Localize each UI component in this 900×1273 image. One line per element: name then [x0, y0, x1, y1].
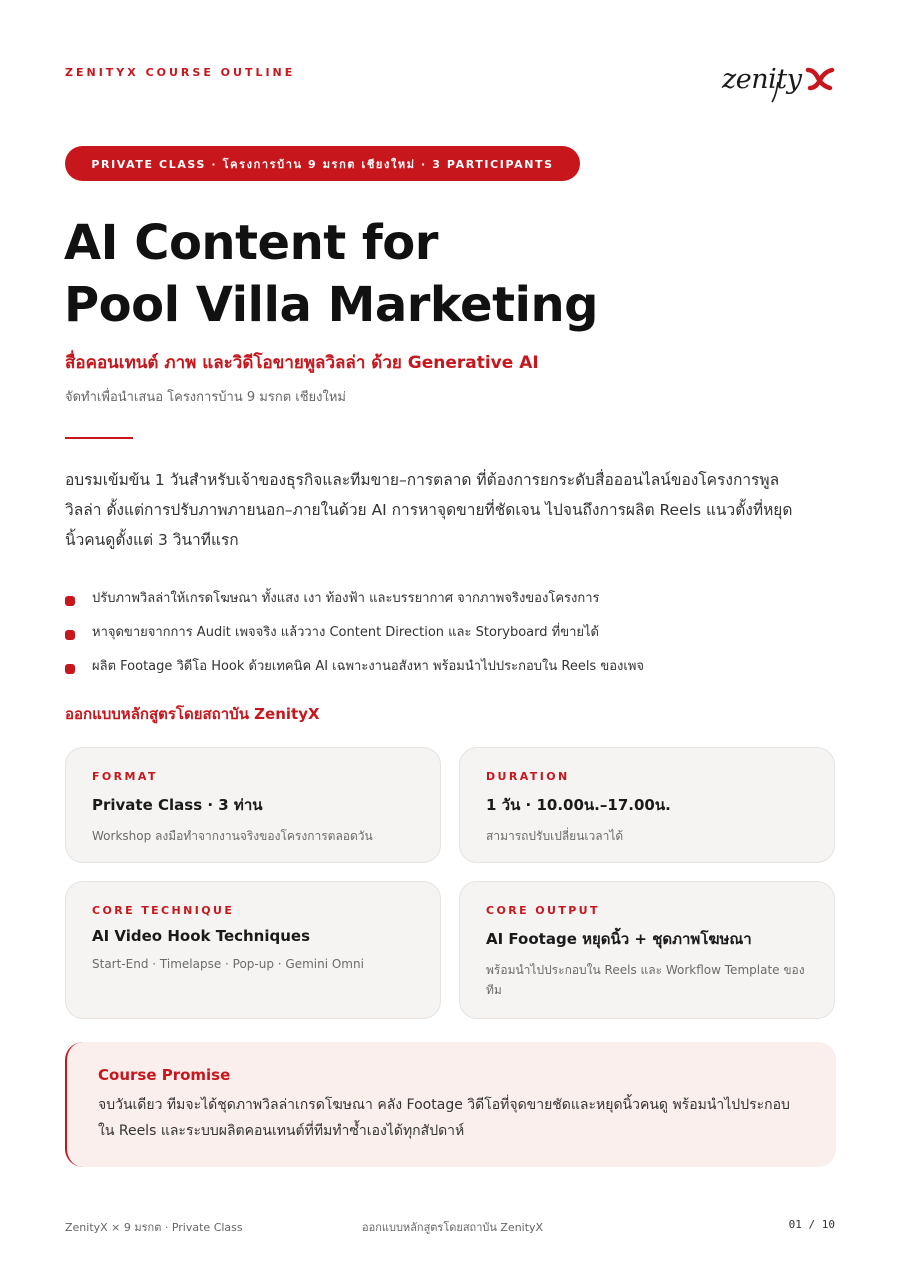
footer-center: ออกแบบหลักสูตรโดยสถาบัน ZenityX	[362, 1221, 544, 1234]
list-item	[65, 614, 825, 648]
accent-divider	[65, 437, 133, 439]
bullet-icon	[65, 596, 75, 606]
list-item	[65, 580, 825, 614]
card-label: FORMAT	[92, 770, 158, 783]
card-label: CORE TECHNIQUE	[92, 904, 235, 917]
subtitle: สื่อคอนเทนต์ ภาพ และวิดีโอขายพูลวิลล่า ด้วย Generative AI	[65, 353, 539, 373]
card-description: พร้อมนำไปประกอบใน Reels และ Workflow Template ของทีม	[486, 963, 805, 997]
bullet-text: หาจุดขายจากการ Audit เพจจริง แล้ววาง Content Direction และ Storyboard ที่ขายได้	[92, 624, 599, 640]
title-line-1: AI Content for	[64, 215, 438, 271]
promise-title: Course Promise	[98, 1066, 231, 1084]
prepared-for: จัดทำเพื่อนำเสนอ โครงการบ้าน 9 มรกต เชียงใหม่	[65, 390, 346, 405]
format-card	[65, 747, 441, 863]
card-value: Private Class · 3 ท่าน	[92, 796, 263, 814]
bullet-icon	[65, 664, 75, 674]
page-title	[64, 212, 598, 336]
zenityx-logo	[720, 52, 840, 112]
card-value: AI Video Hook Techniques	[92, 927, 311, 945]
designed-by: ออกแบบหลักสูตรโดยสถาบัน ZenityX	[65, 705, 320, 723]
card-label: CORE OUTPUT	[486, 904, 600, 917]
card-value: AI Footage หยุดนิ้ว + ชุดภาพโฆษณา	[486, 930, 752, 948]
bullet-text: ปรับภาพวิลล่าให้เกรดโฆษณา ทั้งแสง เงา ท้องฟ้า และบรรยากาศ จากภาพจริงของโครงการ	[92, 590, 600, 606]
core-output-card	[459, 881, 835, 1019]
list-item	[65, 648, 825, 682]
bullet-icon	[65, 630, 75, 640]
highlight-list	[65, 580, 825, 682]
card-description: Start-End · Timelapse · Pop-up · Gemini Omni	[92, 957, 364, 971]
footer-left: ZenityX × 9 มรกต · Private Class	[65, 1221, 243, 1234]
intro-paragraph: อบรมเข้มข้น 1 วันสำหรับเจ้าของธุรกิจและทีมขาย–การตลาด ที่ต้องการยกระดับสื่อออนไลน์ของโครงการพูลวิลล่า ตั้งแต่การปรับภาพภายนอก–ภายในด้วย AI การหาจุดขายที่ชัดเจน ไปจนถึงการผลิต Reels แนวตั้งที่หยุดนิ้วคนดูตั้งแต่ 3 วินาทีแรก	[65, 471, 793, 549]
course-promise-box	[65, 1042, 836, 1167]
course-outline-eyebrow: ZENITYX COURSE OUTLINE	[65, 66, 296, 79]
promise-text: จบวันเดียว ทีมจะได้ชุดภาพวิลล่าเกรดโฆษณา คลัง Footage วิดีโอที่จุดขายชัดและหยุดนิ้วคนดู พร้อมนำไปประกอบใน Reels และระบบผลิตคอนเทนต์ที่ทีมทำซ้ำเองได้ทุกสัปดาห์	[98, 1097, 790, 1139]
card-label: DURATION	[486, 770, 570, 783]
page-number: 01 / 10	[788, 1218, 835, 1231]
title-line-2: Pool Villa Marketing	[64, 277, 599, 333]
card-description: สามารถปรับเปลี่ยนเวลาได้	[486, 829, 624, 843]
core-technique-card	[65, 881, 441, 1019]
svg-text:zenity: zenity	[722, 64, 802, 95]
duration-card	[459, 747, 835, 863]
card-description: Workshop ลงมือทำจากงานจริงของโครงการตลอดวัน	[92, 829, 373, 843]
card-value: 1 วัน · 10.00น.–17.00น.	[486, 796, 671, 814]
bullet-text: ผลิต Footage วิดีโอ Hook ด้วยเทคนิค AI เฉพาะงานอสังหา พร้อมนำไปประกอบใน Reels ของเพจ	[92, 658, 645, 674]
private-class-badge: PRIVATE CLASS · โครงการบ้าน 9 มรกต เชียงใหม่ · 3 PARTICIPANTS	[65, 146, 580, 181]
